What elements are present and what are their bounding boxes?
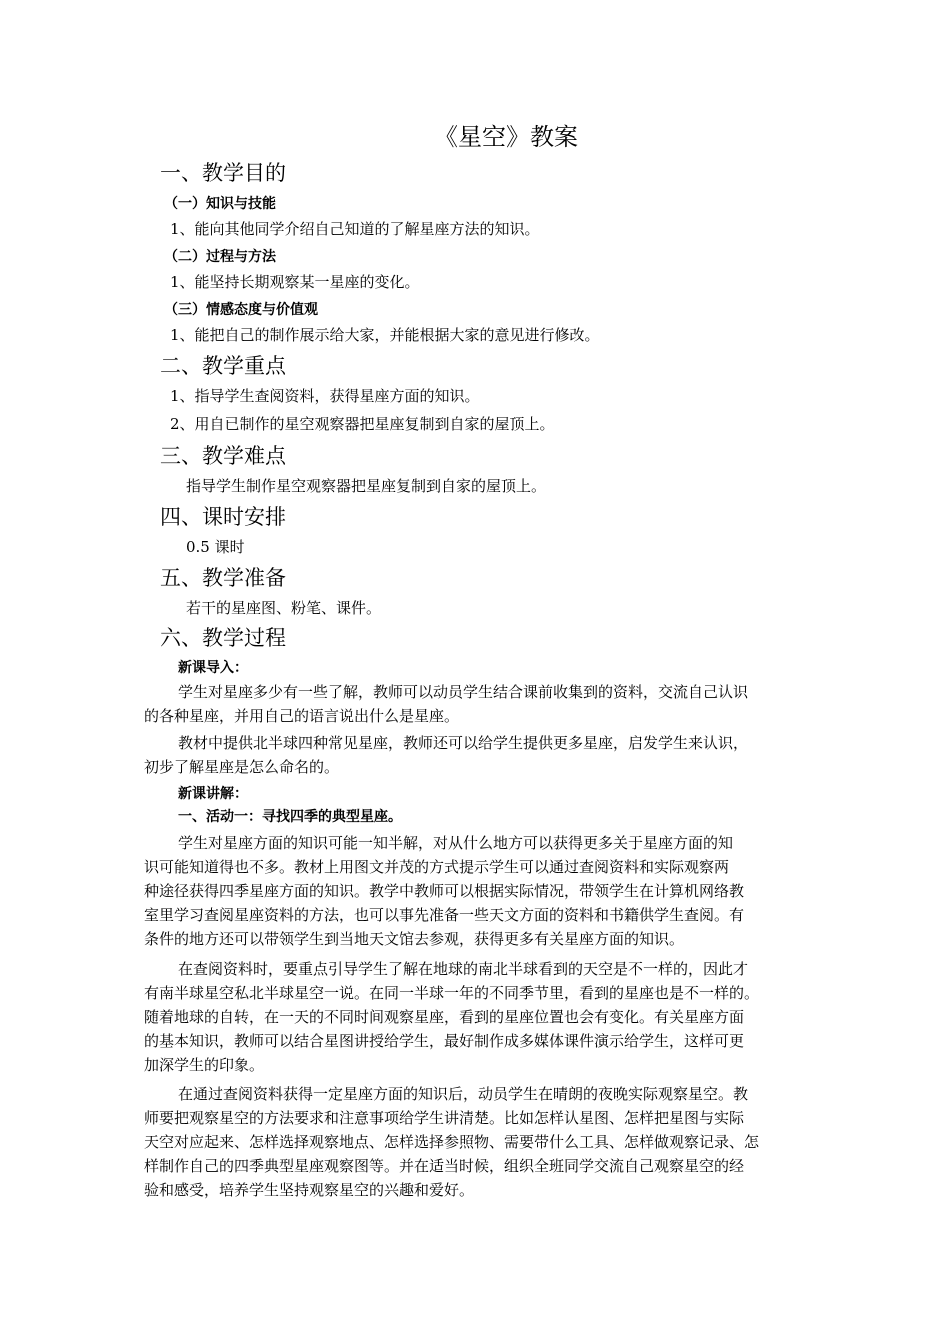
paragraph <box>144 831 816 951</box>
section-text: 指导学生制作星空观察器把星座复制到自家的屋顶上。 <box>186 477 547 495</box>
section-heading-preparation: 五、教学准备 <box>160 566 286 590</box>
section-heading-difficulties: 三、教学难点 <box>160 444 286 468</box>
paragraph-line: 学生对星座方面的知识可能一知半解，对从什么地方可以获得更多关于星座方面的知 <box>178 834 734 852</box>
list-item: 1、能坚持长期观察某一星座的变化。 <box>170 273 420 291</box>
paragraph-line: 随着地球的自转，在一天的不同时间观察星座，看到的星座位置也会有变化。有关星座方面 <box>144 1008 745 1026</box>
paragraph-line: 验和感受，培养学生坚持观察星空的兴趣和爱好。 <box>144 1181 475 1199</box>
paragraph-line: 有南半球星空私北半球星空一说。在同一半球一年的不同季节里，看到的星座也是不一样的。 <box>144 984 760 1002</box>
section-heading-key-points: 二、教学重点 <box>160 354 286 378</box>
paragraph-line: 师要把观察星空的方法要求和注意事项给学生讲清楚。比如怎样认星图、怎样把星图与实际 <box>144 1109 745 1127</box>
paragraph-line: 的各种星座，并用自己的语言说出什么是星座。 <box>144 707 460 725</box>
subheading-knowledge-skills: （一）知识与技能 <box>164 196 276 212</box>
subheading-process-method: （二）过程与方法 <box>164 249 276 265</box>
paragraph-line: 初步了解星座是怎么命名的。 <box>144 758 340 776</box>
page-title: 《星空》教案 <box>434 123 578 151</box>
paragraph-line: 天空对应起来、怎样选择观察地点、怎样选择参照物、需要带什么工具、怎样做观察记录、怎 <box>144 1133 760 1151</box>
paragraph-line: 种途径获得四季星座方面的知识。教学中教师可以根据实际情况，带领学生在计算机网络教 <box>144 882 745 900</box>
intro-label: 新课导入： <box>178 660 248 676</box>
paragraph-line: 样制作自己的四季典型星座观察图等。并在适当时候，组织全班同学交流自己观察星空的经 <box>144 1157 745 1175</box>
paragraph <box>144 1082 816 1202</box>
lecture-label: 新课讲解： <box>178 786 248 802</box>
paragraph-line: 识可能知道得也不多。教材上用图文并茂的方式提示学生可以通过查阅资料和实际观察两 <box>144 858 730 876</box>
paragraph-line: 教材中提供北半球四种常见星座，教师还可以给学生提供更多星座，启发学生来认识， <box>178 734 749 752</box>
paragraph-line: 条件的地方还可以带领学生到当地天文馆去参观，获得更多有关星座方面的知识。 <box>144 930 685 948</box>
section-heading-process: 六、教学过程 <box>160 626 286 650</box>
list-item: 1、能向其他同学介绍自己知道的了解星座方法的知识。 <box>170 220 540 238</box>
paragraph <box>144 731 816 779</box>
list-item: 1、指导学生查阅资料，获得星座方面的知识。 <box>170 387 480 405</box>
section-text: 若干的星座图、粉笔、课件。 <box>186 599 382 617</box>
section-text: 0.5 课时 <box>186 538 245 556</box>
paragraph-line: 在通过查阅资料获得一定星座方面的知识后，动员学生在晴朗的夜晚实际观察星空。教 <box>178 1085 749 1103</box>
section-heading-objectives: 一、教学目的 <box>160 161 286 185</box>
list-item: 2、用自已制作的星空观察器把星座复制到自家的屋顶上。 <box>170 415 555 433</box>
paragraph-line: 在查阅资料时，要重点引导学生了解在地球的南北半球看到的天空是不一样的，因此才 <box>178 960 749 978</box>
section-heading-schedule: 四、课时安排 <box>160 505 286 529</box>
paragraph-line: 加深学生的印象。 <box>144 1056 265 1074</box>
activity-heading: 一、活动一：寻找四季的典型星座。 <box>178 809 402 825</box>
subheading-attitude-values: （三）情感态度与价值观 <box>164 302 318 318</box>
paragraph <box>144 680 816 728</box>
paragraph <box>144 957 816 1077</box>
list-item: 1、能把自己的制作展示给大家，并能根据大家的意见进行修改。 <box>170 326 600 344</box>
paragraph-line: 室里学习查阅星座资料的方法，也可以事先准备一些天文方面的资料和书籍供学生查阅。有 <box>144 906 745 924</box>
paragraph-line: 学生对星座多少有一些了解，教师可以动员学生结合课前收集到的资料，交流自己认识 <box>178 683 749 701</box>
paragraph-line: 的基本知识，教师可以结合星图讲授给学生，最好制作成多媒体课件演示给学生，这样可更 <box>144 1032 745 1050</box>
